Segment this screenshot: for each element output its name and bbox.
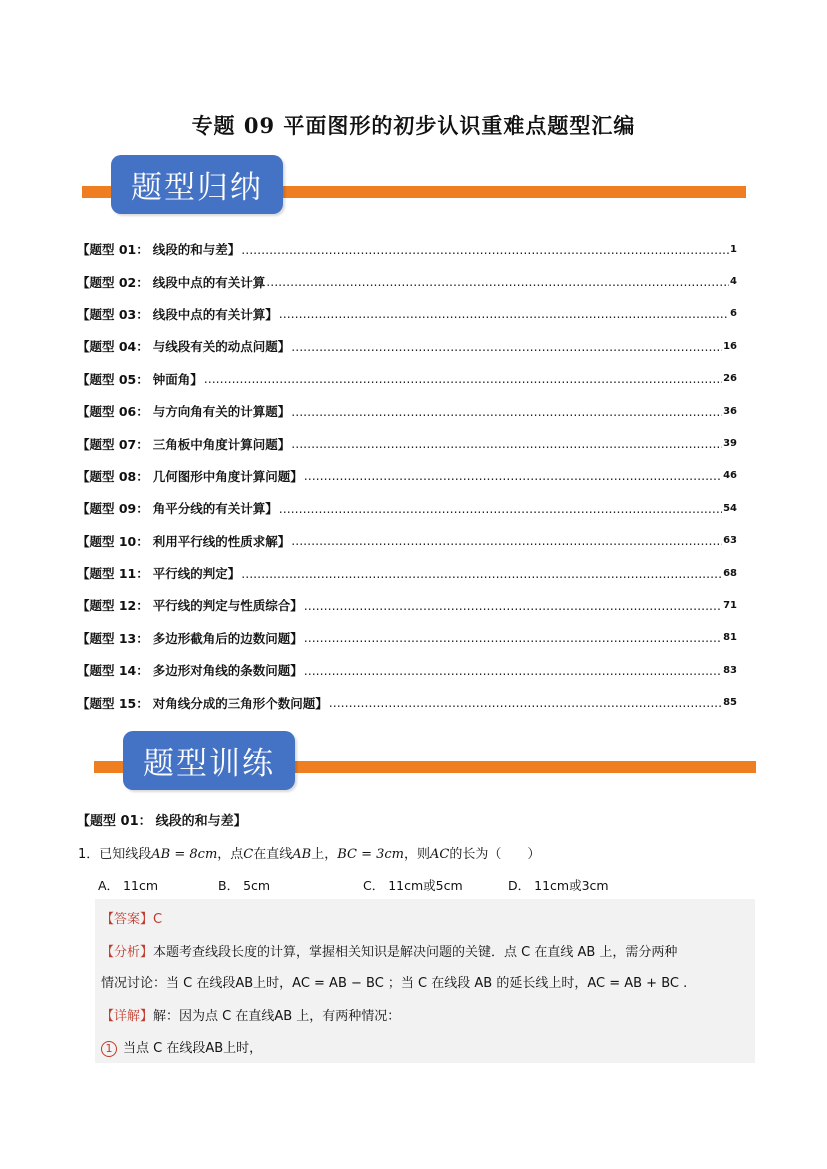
- toc-item[interactable]: [77, 330, 737, 362]
- section-code: 【题型 01：: [77, 814, 152, 829]
- toc-title: 几何图形中角度计算问题】: [152, 468, 303, 484]
- toc-title: 平行线的判定】: [152, 566, 241, 582]
- option-label: A．: [98, 878, 120, 893]
- toc-code: 【题型 12：: [77, 598, 149, 614]
- toc-leader-dots: [291, 404, 722, 419]
- toc-item[interactable]: [77, 654, 737, 686]
- toc-title: 平行线的判定与性质综合】: [152, 598, 303, 614]
- toc-item[interactable]: [77, 557, 737, 589]
- toc-leader-dots: [304, 663, 722, 678]
- toc-page-number: 16: [723, 340, 737, 352]
- question-text: 的长为（ ）: [449, 847, 541, 862]
- toc-item[interactable]: [77, 492, 737, 524]
- toc-title: 线段的和与差】: [152, 242, 241, 258]
- toc-title: 与线段有关的动点问题】: [152, 339, 291, 355]
- circled-number-icon: 1: [101, 1041, 117, 1057]
- toc-page-number: 81: [723, 632, 737, 644]
- toc-item[interactable]: [77, 233, 737, 265]
- option-value: 11cm或5cm: [388, 878, 463, 893]
- toc-page-number: 39: [723, 438, 737, 450]
- toc-code: 【题型 05：: [77, 371, 149, 387]
- toc-title: 角平分线的有关计算】: [152, 501, 278, 517]
- toc-code: 【题型 02：: [77, 274, 149, 290]
- toc-code: 【题型 10：: [77, 533, 149, 549]
- option-label: C．: [363, 878, 385, 893]
- toc-leader-dots: [241, 242, 729, 257]
- page-title: 专题 09 平面图形的初步认识重难点题型汇编: [191, 113, 636, 138]
- toc-item[interactable]: [77, 622, 737, 654]
- toc-page-number: 68: [723, 567, 737, 579]
- toc-title: 多边形截角后的边数问题】: [152, 630, 303, 646]
- toc-code: 【题型 04：: [77, 339, 149, 355]
- question-math: AB = 8cm: [151, 847, 218, 862]
- option-label: B．: [218, 878, 240, 893]
- question-text: ，则: [404, 847, 431, 862]
- question-math: C: [243, 847, 254, 862]
- question-math: AB: [292, 847, 312, 862]
- option-label: D．: [508, 878, 531, 893]
- toc-leader-dots: [291, 533, 722, 548]
- option-value: 11cm: [123, 878, 159, 893]
- toc-title: 三角板中角度计算问题】: [152, 436, 291, 452]
- question-math: BC = 3cm: [337, 847, 405, 862]
- toc-title: 钟面角】: [152, 371, 203, 387]
- case-text: 当点 C 在线段AB上时，: [123, 1041, 263, 1056]
- toc-title: 与方向角有关的计算题】: [152, 404, 291, 420]
- answer-tag: 【答案】: [101, 912, 154, 927]
- section-heading: [77, 810, 247, 829]
- toc-page-number: 4: [730, 276, 737, 288]
- toc-leader-dots: [241, 566, 722, 581]
- toc-code: 【题型 15：: [77, 695, 149, 711]
- question-text: 已知线段: [99, 847, 152, 862]
- question-text: ，点: [217, 847, 244, 862]
- toc-code: 【题型 13：: [77, 630, 149, 646]
- toc-item[interactable]: [77, 363, 737, 395]
- analysis-line-1: [101, 941, 677, 960]
- toc-leader-dots: [304, 598, 722, 613]
- toc-item[interactable]: [77, 427, 737, 459]
- toc-title: 多边形对角线的条数问题】: [152, 663, 303, 679]
- toc-item[interactable]: [77, 525, 737, 557]
- toc-item[interactable]: [77, 395, 737, 427]
- toc-leader-dots: [279, 306, 729, 321]
- option-value: 5cm: [243, 878, 271, 893]
- analysis-line-2: [101, 972, 687, 991]
- option-c[interactable]: [363, 876, 463, 894]
- toc-code: 【题型 03：: [77, 306, 149, 322]
- toc-title: 线段中点的有关计算】: [152, 306, 278, 322]
- question-text: 上，: [311, 847, 338, 862]
- toc-page-number: 6: [730, 308, 737, 320]
- toc-leader-dots: [266, 274, 729, 289]
- section-title: 线段的和与差】: [155, 814, 247, 829]
- toc-title: 对角线分成的三角形个数问题】: [152, 695, 328, 711]
- toc-page-number: 54: [723, 502, 737, 514]
- question-1: [78, 843, 540, 862]
- detail-line: [101, 1005, 400, 1024]
- analysis-tag: 【分析】: [101, 945, 154, 960]
- analysis-text: 情况讨论：当 C 在线段AB上时，AC = AB − BC ；当 C 在线段 AB 的延长线上时，AC = AB + BC .: [101, 976, 688, 991]
- toc-code: 【题型 01：: [77, 242, 149, 258]
- toc-code: 【题型 11：: [77, 566, 149, 582]
- toc-code: 【题型 06：: [77, 404, 149, 420]
- toc-leader-dots: [204, 371, 722, 386]
- toc-item[interactable]: [77, 460, 737, 492]
- detail-tag: 【详解】: [101, 1009, 154, 1024]
- toc-code: 【题型 07：: [77, 436, 149, 452]
- toc-item[interactable]: [77, 298, 737, 330]
- toc-page-number: 46: [723, 470, 737, 482]
- toc-item[interactable]: [77, 265, 737, 297]
- analysis-text: 本题考查线段长度的计算，掌握相关知识是解决问题的关键．点 C 在直线 AB 上，需分两种: [153, 945, 678, 960]
- toc-page-number: 71: [723, 599, 737, 611]
- case-line: [101, 1037, 262, 1057]
- toc-page-number: 1: [730, 243, 737, 255]
- toc-page-number: 83: [723, 664, 737, 676]
- toc-leader-dots: [304, 630, 722, 645]
- toc-leader-dots: [291, 339, 722, 354]
- toc-item[interactable]: [77, 686, 737, 718]
- toc-leader-dots: [304, 468, 722, 483]
- toc-page-number: 85: [723, 697, 737, 709]
- option-b[interactable]: [218, 876, 270, 894]
- toc-page-number: 36: [723, 405, 737, 417]
- toc-leader-dots: [279, 501, 722, 516]
- detail-text: 解：因为点 C 在直线AB 上，有两种情况：: [153, 1009, 401, 1024]
- answer-box: [95, 899, 755, 1063]
- answer-value: C: [153, 912, 163, 927]
- table-of-contents: [77, 233, 737, 719]
- question-math: AC: [430, 847, 450, 862]
- option-value: 11cm或3cm: [534, 878, 609, 893]
- option-a[interactable]: [98, 876, 158, 894]
- answer-line: [101, 908, 162, 927]
- toc-title: 利用平行线的性质求解】: [152, 533, 291, 549]
- option-d[interactable]: [508, 876, 609, 894]
- toc-code: 【题型 09：: [77, 501, 149, 517]
- banner-summary-label: 题型归纳: [111, 155, 283, 214]
- banner-training-label: 题型训练: [123, 731, 295, 790]
- toc-page-number: 26: [723, 373, 737, 385]
- toc-code: 【题型 08：: [77, 468, 149, 484]
- toc-code: 【题型 14：: [77, 663, 149, 679]
- toc-item[interactable]: [77, 589, 737, 621]
- toc-leader-dots: [291, 436, 722, 451]
- toc-page-number: 63: [723, 535, 737, 547]
- toc-title: 线段中点的有关计算: [152, 274, 266, 290]
- question-number: 1．: [78, 847, 100, 862]
- toc-leader-dots: [329, 695, 722, 710]
- question-text: 在直线: [253, 847, 293, 862]
